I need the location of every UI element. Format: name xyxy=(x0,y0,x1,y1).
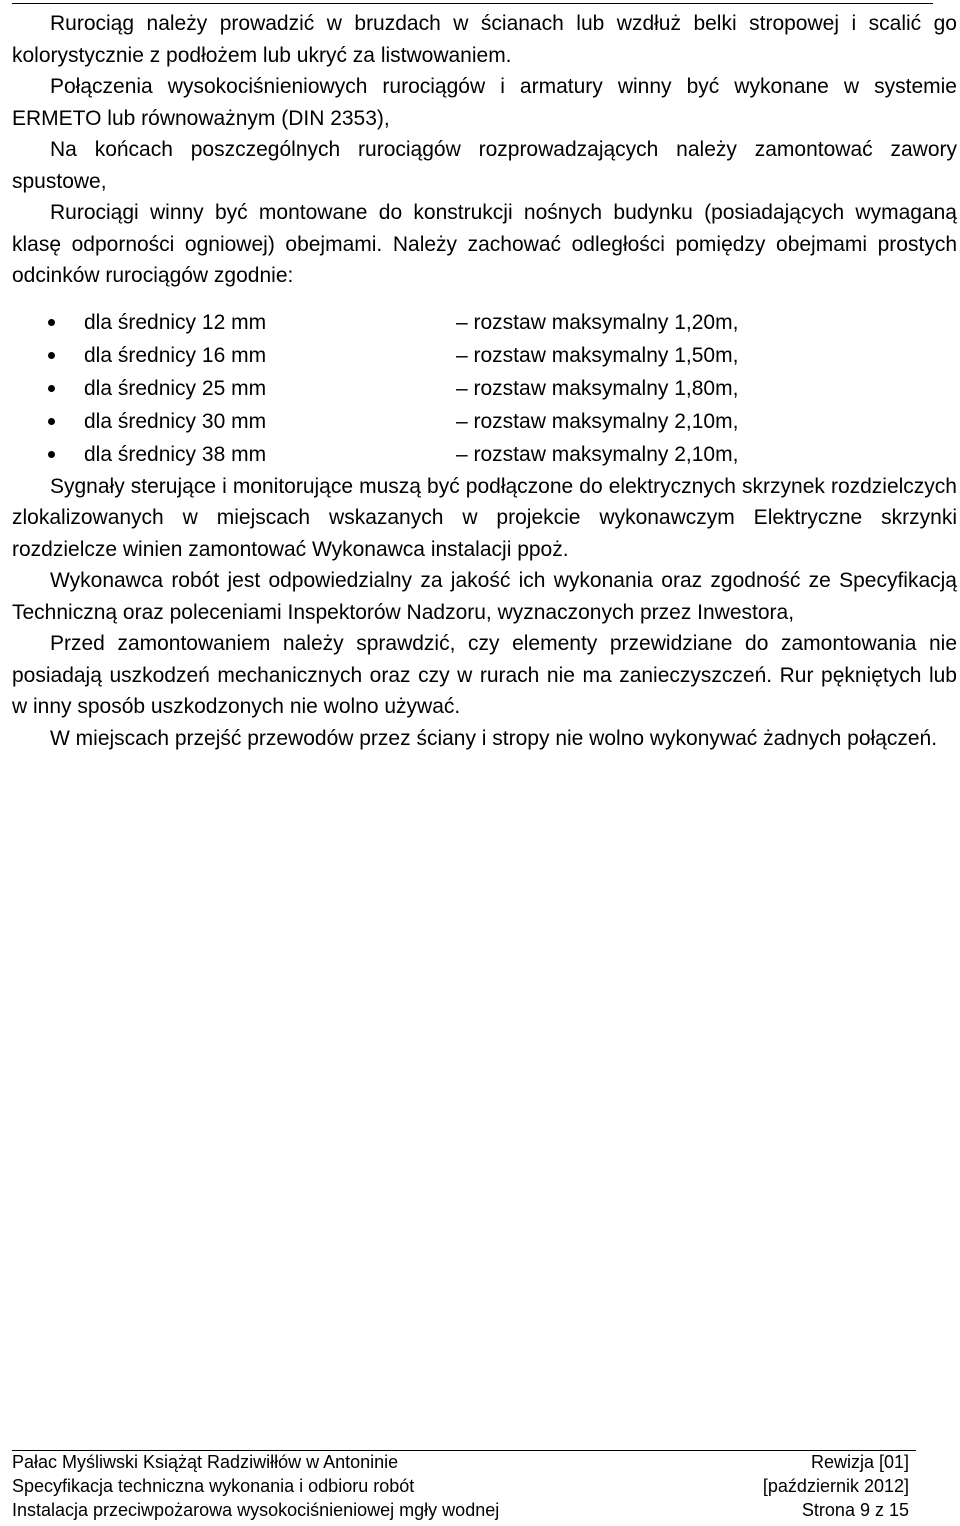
paragraph: Na końcach poszczególnych rurociągów rozprowadzających należy zamontować zawory spustowe, xyxy=(12,138,957,193)
list-item xyxy=(12,372,957,405)
spacing-value: – rozstaw maksymalny 1,80m, xyxy=(456,376,739,400)
footer-revision: Rewizja [01] xyxy=(810,1452,909,1472)
paragraph: Rurociągi winny być montowane do konstrukcji nośnych budynku (posiadających wymaganą klasę odporności ogniowej) obejmami. Należy zachować odległości pomiędzy obejmami prostych odcinków rurociągów zgodnie: xyxy=(12,201,957,287)
page-footer xyxy=(12,1450,909,1522)
footer-installation: Instalacja przeciwpożarowa wysokociśnieniowej mgły wodnej xyxy=(12,1500,500,1520)
footer-date: [październik 2012] xyxy=(762,1476,909,1496)
footer-row xyxy=(12,1450,909,1474)
spacing-value: – rozstaw maksymalny 1,50m, xyxy=(456,343,739,367)
bullet-icon xyxy=(48,385,55,392)
footer-project: Pałac Myśliwski Książąt Radziwiłłów w Antoninie xyxy=(12,1452,399,1472)
diameter-label: dla średnicy 12 mm xyxy=(84,310,267,334)
spacing-value: – rozstaw maksymalny 2,10m, xyxy=(456,409,739,433)
spacing-list xyxy=(12,306,957,471)
spacing-value: – rozstaw maksymalny 1,20m, xyxy=(456,310,739,334)
footer-rule xyxy=(12,1450,916,1451)
paragraph: Przed zamontowaniem należy sprawdzić, czy elementy przewidziane do zamontowania nie posiadają uszkodzeń mechanicznych oraz czy w rurach nie ma zanieczyszczeń. Rur pękniętych lub w inny sposób uszkodzonych nie wolno używać. xyxy=(12,632,957,718)
list-item xyxy=(12,306,957,339)
diameter-label: dla średnicy 25 mm xyxy=(84,376,267,400)
diameter-label: dla średnicy 30 mm xyxy=(84,409,267,433)
list-item xyxy=(12,339,957,372)
paragraph: Sygnały sterujące i monitorujące muszą być podłączone do elektrycznych skrzynek rozdzielczych zlokalizowanych w miejscach wskazanych w projekcie wykonawczym Elektryczne skrzynki rozdzielcze winien zamontować Wykonawca instalacji ppoż. xyxy=(12,474,957,561)
bullet-icon xyxy=(48,352,55,359)
footer-page-number: Strona 9 z 15 xyxy=(801,1500,909,1520)
bullet-icon xyxy=(48,319,55,326)
footer-row xyxy=(12,1474,909,1498)
paragraph: Rurociąg należy prowadzić w bruzdach w ścianach lub wzdłuż belki stropowej i scalić go kolorystycznie z podłożem lub ukryć za listwowaniem. xyxy=(12,12,957,67)
footer-row xyxy=(12,1498,909,1522)
list-item xyxy=(12,438,957,471)
spacing-value: – rozstaw maksymalny 2,10m, xyxy=(456,442,739,466)
list-item xyxy=(12,405,957,438)
diameter-label: dla średnicy 16 mm xyxy=(84,343,267,367)
footer-spec: Specyfikacja techniczna wykonania i odbioru robót xyxy=(12,1476,415,1496)
bullet-icon xyxy=(48,451,55,458)
bullet-icon xyxy=(48,418,55,425)
paragraph: Połączenia wysokociśnieniowych rurociągów i armatury winny być wykonane w systemie ERMETO lub równoważnym (DIN 2353), xyxy=(12,75,957,130)
header-rule xyxy=(12,3,933,4)
paragraph: W miejscach przejść przewodów przez ściany i stropy nie wolno wykonywać żadnych połączeń. xyxy=(50,726,938,750)
diameter-label: dla średnicy 38 mm xyxy=(84,442,267,466)
paragraph: Wykonawca robót jest odpowiedzialny za jakość ich wykonania oraz zgodność ze Specyfikacją Techniczną oraz poleceniami Inspektorów Nadzoru, wyznaczonych przez Inwestora, xyxy=(12,569,957,624)
document-body xyxy=(12,8,957,754)
